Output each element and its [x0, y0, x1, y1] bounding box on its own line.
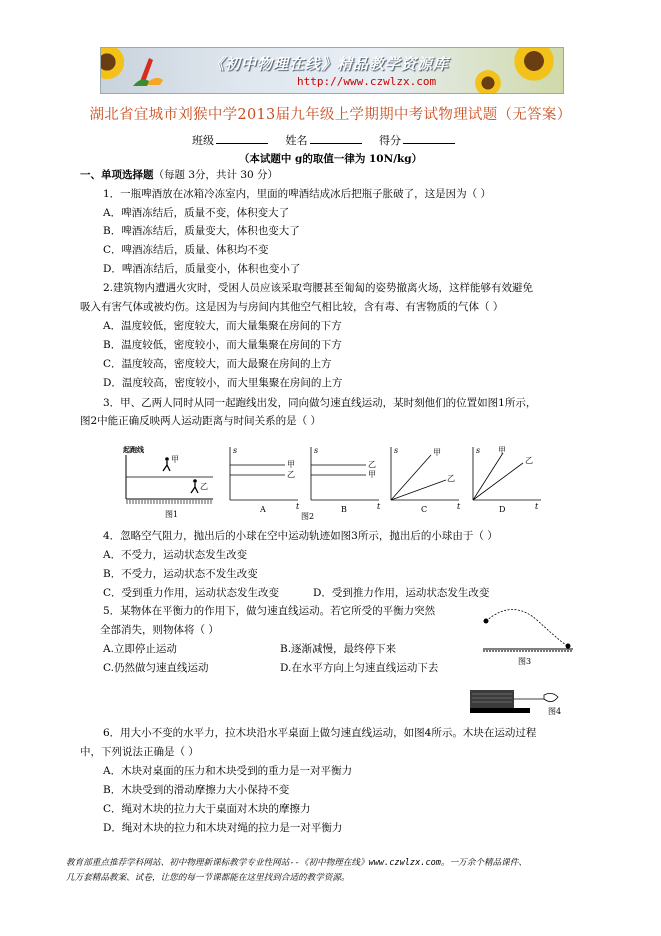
question-3-stem-line2: 图2中能正确反映两人运动距离与时间关系的是（ ） — [80, 415, 322, 427]
axis-s-label: s — [476, 446, 481, 455]
name-blank[interactable] — [310, 133, 362, 144]
graph-option-a — [230, 446, 300, 514]
question-6-option-a[interactable]: A．木块对桌面的压力和木块受到的重力是一对平衡力 — [103, 765, 353, 777]
page-footer — [66, 856, 606, 886]
question-2-option-c[interactable]: C．温度较高，密度较大，而大最聚在房间的上方 — [103, 358, 332, 370]
question-3-stem-line1: 3．甲、乙两人同时从同一起跑线出发，同向做匀速直线运动，某时刻他们的位置如图1所示， — [103, 397, 537, 409]
series-yi-label: 乙 — [447, 474, 455, 483]
axis-t-label: t — [535, 502, 539, 511]
runner-jia-label: 甲 — [171, 455, 179, 464]
runner-yi-label: 乙 — [200, 482, 208, 491]
start-line-label: 起跑线 — [123, 445, 144, 454]
gravity-note: （本试题中 g的取值一律为 10N/kg） — [238, 153, 423, 165]
question-5-option-d[interactable]: D.在水平方向上匀速直线运动下去 — [280, 662, 439, 674]
question-1-option-b[interactable]: B．啤酒冻结后，质量变大，体积也变大了 — [103, 225, 300, 237]
figure-1-start-line-diagram — [123, 445, 213, 519]
class-blank[interactable] — [216, 133, 268, 144]
question-5-option-a[interactable]: A.立即停止运动 — [103, 643, 177, 655]
runner-yi-icon — [191, 483, 198, 493]
banner-url[interactable]: http://www.czwlzx.com — [297, 75, 437, 88]
question-2-option-b[interactable]: B．温度较低，密度较小，而大量集聚在房间的下方 — [103, 339, 342, 351]
figure-3-projectile — [478, 606, 576, 668]
question-4-stem: 4．忽略空气阻力，抛出后的小球在空中运动轨迹如图3所示，抛出后的小球由于（ ） — [103, 530, 498, 542]
axis-t-label: t — [377, 502, 381, 511]
series-yi-label: 乙 — [368, 460, 376, 469]
question-1-option-a[interactable]: A．啤酒冻结后，质量不变，体积变大了 — [103, 207, 290, 219]
series-yi-label: 乙 — [287, 470, 295, 479]
question-6-stem-line2: 中，下列说法正确是（ ） — [80, 746, 199, 758]
section-title: 一、单项选择题 — [80, 169, 154, 181]
figure-1-caption: 图1 — [165, 510, 179, 519]
figure-3-caption: 图3 — [518, 657, 532, 666]
graph-option-d — [473, 446, 541, 514]
axis-s-label: s — [394, 446, 399, 455]
exam-title: 湖北省宜城市刘猴中学2013届九年级上学期期中考试物理试题（无答案） — [89, 107, 572, 123]
question-5-stem-line2: 全部消失，则物体将（ ） — [100, 624, 219, 636]
sunflower-decoration — [473, 68, 503, 94]
series-jia-label: 甲 — [498, 446, 506, 455]
class-label: 班级 — [192, 134, 214, 147]
section-heading — [80, 168, 278, 182]
figure-2-caption: 图2 — [301, 512, 315, 521]
question-2-option-d[interactable]: D．温度较高，密度较小，而大里集聚在房间的上方 — [103, 377, 343, 389]
ball-icon — [566, 644, 571, 649]
axis-t-label: t — [457, 502, 461, 511]
hand-icon — [544, 693, 558, 701]
score-label: 得分 — [379, 134, 401, 147]
question-6-option-d[interactable]: D．绳对木块的拉力和木块对绳的拉力是一对平衡力 — [103, 822, 343, 834]
footer-line-1: 教育部重点推荐学科网站、初中物理新课标教学专业性网站--《初中物理在线》www.czwlzx.com。一万余个精品课件、 — [66, 858, 527, 868]
question-6-option-c[interactable]: C．绳对木块的拉力大于桌面对木块的摩擦力 — [103, 803, 311, 815]
graph-c-label: C — [421, 505, 428, 514]
axis-t-label: t — [296, 502, 300, 511]
question-1-option-c[interactable]: C．啤酒冻结后，质量、体积均不变 — [103, 244, 269, 256]
question-4-option-d[interactable]: D．受到推力作用，运动状态发生改变 — [313, 587, 490, 599]
graph-a-label: A — [260, 505, 266, 514]
question-6-option-b[interactable]: B．木块受到的滑动摩擦力大小保持不变 — [103, 784, 290, 796]
banner-title: 《初中物理在线》精品教学资源库 — [209, 55, 450, 73]
figure-1-and-2 — [123, 445, 543, 523]
score-blank[interactable] — [403, 133, 455, 144]
question-1-option-d[interactable]: D．啤酒冻结后，质量变小，体积也变小了 — [103, 263, 301, 275]
series-jia-label: 甲 — [287, 460, 295, 469]
question-5-option-b[interactable]: B.逐渐减慢，最终停下来 — [280, 643, 397, 655]
axis-s-label: s — [233, 446, 238, 455]
student-info-line — [0, 132, 661, 148]
site-banner — [100, 47, 564, 94]
question-1-stem: 1．一瓶啤酒放在冰箱冷冻室内，里面的啤酒结成冰后把瓶子胀破了，这是因为（ ） — [103, 188, 492, 200]
graph-option-b — [301, 446, 381, 521]
figure-4-block-pull — [468, 680, 574, 722]
question-4-option-b[interactable]: B．不受力，运动状态不发生改变 — [103, 568, 258, 580]
question-6-stem-line1: 6．用大小不变的水平力，拉木块沿水平桌面上做匀速直线运动，如图4所示。木块在运动过程 — [103, 727, 537, 739]
graph-b-label: B — [341, 505, 347, 514]
footer-line-2: 几万套精品教案、试卷，让您的每一节课都能在这里找到合适的教学资源。 — [66, 873, 350, 883]
question-2-stem-line1: 2.建筑物内遭遇火灾时，受困人员应该采取弯腰甚至匍匐的姿势撤离火场，这样能够有效避免 — [103, 282, 534, 294]
sunflower-decoration — [100, 47, 127, 82]
graph-d-label: D — [499, 505, 506, 514]
figure-4-caption: 图4 — [548, 707, 562, 716]
question-4-option-a[interactable]: A．不受力，运动状态发生改变 — [103, 549, 248, 561]
site-logo-icon — [129, 54, 167, 88]
series-yi-label: 乙 — [525, 456, 533, 465]
question-5-stem-line1: 5．某物体在平衡力的作用下，做匀速直线运动。若它所受的平衡力突然 — [103, 605, 436, 617]
graph-option-c — [391, 446, 461, 514]
runner-jia-icon — [163, 461, 170, 471]
name-label: 姓名 — [285, 134, 308, 147]
section-score-note: （每题 3分，共计 30 分） — [153, 169, 279, 181]
question-2-stem-line2: 吸入有害气体或被灼伤。这是因为与房间内其他空气相比较，含有毒、有害物质的气体（ ） — [80, 301, 504, 313]
question-5-option-c[interactable]: C.仍然做匀速直线运动 — [103, 662, 209, 674]
ball-icon — [484, 619, 489, 624]
axis-s-label: s — [314, 446, 319, 455]
series-jia-label: 甲 — [368, 470, 376, 479]
question-4-option-c[interactable]: C．受到重力作用，运动状态发生改变 — [103, 587, 280, 599]
series-jia-label: 甲 — [433, 448, 441, 457]
question-2-option-a[interactable]: A．温度较低，密度较大，而大量集聚在房间的下方 — [103, 320, 342, 332]
sunflower-decoration — [511, 47, 557, 84]
